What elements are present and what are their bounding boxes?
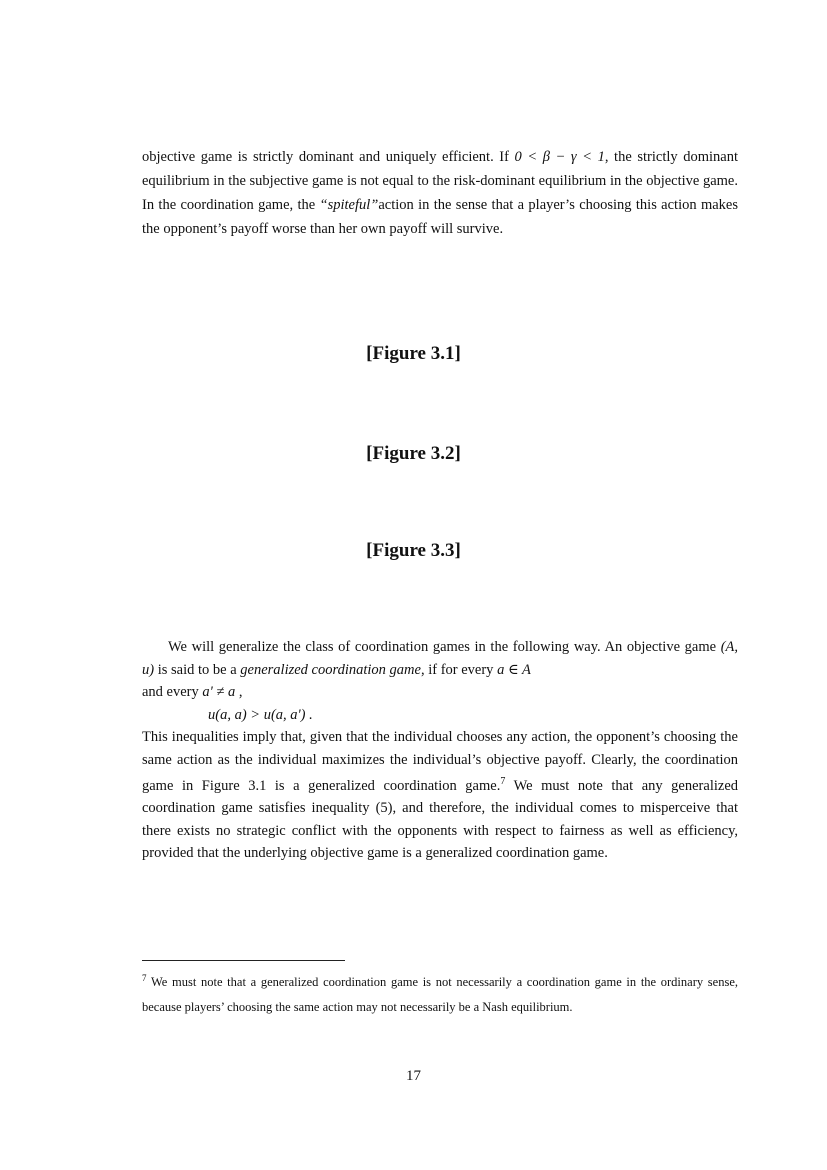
text-run: objective game is strictly dominant and uniquely efficient. If (142, 149, 515, 165)
footnote-text: We must note that a generalized coordination game is not necessarily a coordination game in the ordinary sense, because players’ choosing the same action may not necessarily be a Nash equilibrium. (142, 975, 738, 1015)
footnote-divider (142, 960, 345, 961)
text-run: action in the sense that a player’s choosing this action makes the opponent’s payoff worse than her own payoff will survive. (142, 197, 738, 237)
figure-placeholder-3-2: [Figure 3.2] (366, 443, 461, 464)
page-number: 17 (406, 1068, 421, 1084)
text-run: We must note that any generalized coordination game satisfies inequality (5), and therefore, the individual comes to misperceive that there exists no strategic conflict with the opponents with respect to fairness as well as efficiency, provided that the underlying objective game is a generalized coordination game. (142, 777, 738, 862)
display-inequality: u(a, a) > u(a, a') . (208, 706, 313, 723)
figure-placeholder-3-3: [Figure 3.3] (366, 540, 461, 561)
footnote-mark: 7 (142, 973, 147, 983)
footnote-reference: 7 (500, 776, 506, 787)
math-membership: a ∈ A (497, 661, 531, 678)
text-run: , the strictly dominant equilibrium in the subjective game is not equal to the risk-dominant equilibrium in the objective game. In the coordination game, the (142, 149, 738, 213)
figure-placeholder-3-1: [Figure 3.1] (366, 343, 461, 364)
paragraph-continued (142, 145, 738, 241)
text-run: , if for every (420, 661, 498, 678)
math-not-equal: a' ≠ a (202, 684, 236, 700)
text-run: , (235, 684, 243, 700)
text-run: is said to be a (154, 661, 241, 678)
text-run: This inequalities imply that, given that the individual chooses any action, the opponent’s choosing the same action as the individual maximizes the individual’s objective payoff. Clearly, the coordination game in Figure 3.1 is a generalized coordination game. (142, 729, 738, 794)
math-inequality: 0 < β − γ < 1 (514, 149, 605, 165)
text-run: We will generalize the class of coordination games in the following way. An objective game (168, 639, 721, 655)
footnote (142, 966, 738, 1020)
paragraph-generalized-coordination (142, 636, 738, 865)
defined-term: generalized coordination game (240, 661, 421, 678)
text-run: and every (142, 684, 203, 700)
emphasis-spiteful: “spiteful” (319, 197, 379, 213)
math-game: (A, u) (142, 639, 738, 678)
